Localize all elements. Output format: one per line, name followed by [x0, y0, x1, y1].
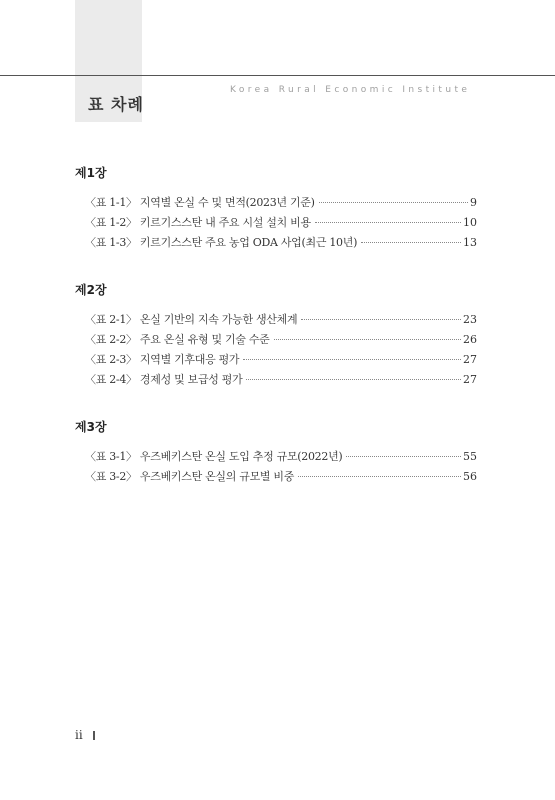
toc-entry-page: 26 — [463, 333, 477, 346]
chapter-title: 제1장 — [75, 166, 107, 180]
page-number: ii — [75, 728, 83, 742]
dot-leader — [319, 202, 468, 203]
chapter-title: 제2장 — [75, 283, 107, 297]
dot-leader — [315, 222, 461, 223]
toc-entry-label: 〈표 2-1〉 온실 기반의 지속 가능한 생산체계 — [85, 313, 298, 326]
toc-entry-page: 23 — [463, 313, 477, 326]
dot-leader — [346, 456, 461, 457]
dot-leader — [274, 339, 461, 340]
page-title: 표 차례 — [88, 95, 144, 114]
toc-entry-label: 〈표 3-2〉 우즈베키스탄 온실의 규모별 비중 — [85, 470, 295, 483]
toc-entry-label: 〈표 1-1〉 지역별 온실 수 및 면적(2023년 기준) — [85, 196, 315, 209]
toc-entry-label: 〈표 2-4〉 경제성 및 보급성 평가 — [85, 373, 243, 386]
toc-entry-label: 〈표 1-2〉 키르기스스탄 내 주요 시설 설치 비용 — [85, 216, 311, 229]
institute-name: Korea Rural Economic Institute — [230, 85, 471, 95]
toc-entry[interactable] — [75, 193, 477, 213]
chapter-title: 제3장 — [75, 420, 107, 434]
dot-leader — [298, 476, 461, 477]
toc-entry-page: 13 — [463, 236, 477, 249]
toc-entry[interactable] — [75, 310, 477, 330]
toc-entry-label: 〈표 3-1〉 우즈베키스탄 온실 도입 추정 규모(2022년) — [85, 450, 343, 463]
toc-entry-label: 〈표 2-3〉 지역별 기후대응 평가 — [85, 353, 240, 366]
header-rule — [0, 75, 555, 76]
dot-leader — [301, 319, 461, 320]
toc-entry[interactable] — [75, 467, 477, 487]
toc-entry-page: 27 — [463, 353, 477, 366]
toc-entry[interactable] — [75, 447, 477, 467]
toc-entry-page: 55 — [463, 450, 477, 463]
toc-entry-page: 10 — [463, 216, 477, 229]
chapter-1 — [75, 163, 477, 253]
toc-entry-page: 56 — [463, 470, 477, 483]
chapter-3 — [75, 417, 477, 487]
table-of-contents — [75, 163, 477, 514]
toc-entry-label: 〈표 2-2〉 주요 온실 유형 및 기술 수준 — [85, 333, 270, 346]
dot-leader — [361, 242, 461, 243]
dot-leader — [246, 379, 461, 380]
toc-entry[interactable] — [75, 370, 477, 390]
toc-entry[interactable] — [75, 233, 477, 253]
page-footer — [75, 728, 95, 742]
toc-entry[interactable] — [75, 350, 477, 370]
toc-entry-page: 27 — [463, 373, 477, 386]
dot-leader — [243, 359, 461, 360]
toc-entry-page: 9 — [470, 196, 477, 209]
footer-bar — [93, 731, 95, 740]
toc-entry[interactable] — [75, 213, 477, 233]
toc-entry-label: 〈표 1-3〉 키르기스스탄 주요 농업 ODA 사업(최근 10년) — [85, 236, 358, 249]
toc-entry[interactable] — [75, 330, 477, 350]
chapter-2 — [75, 280, 477, 390]
